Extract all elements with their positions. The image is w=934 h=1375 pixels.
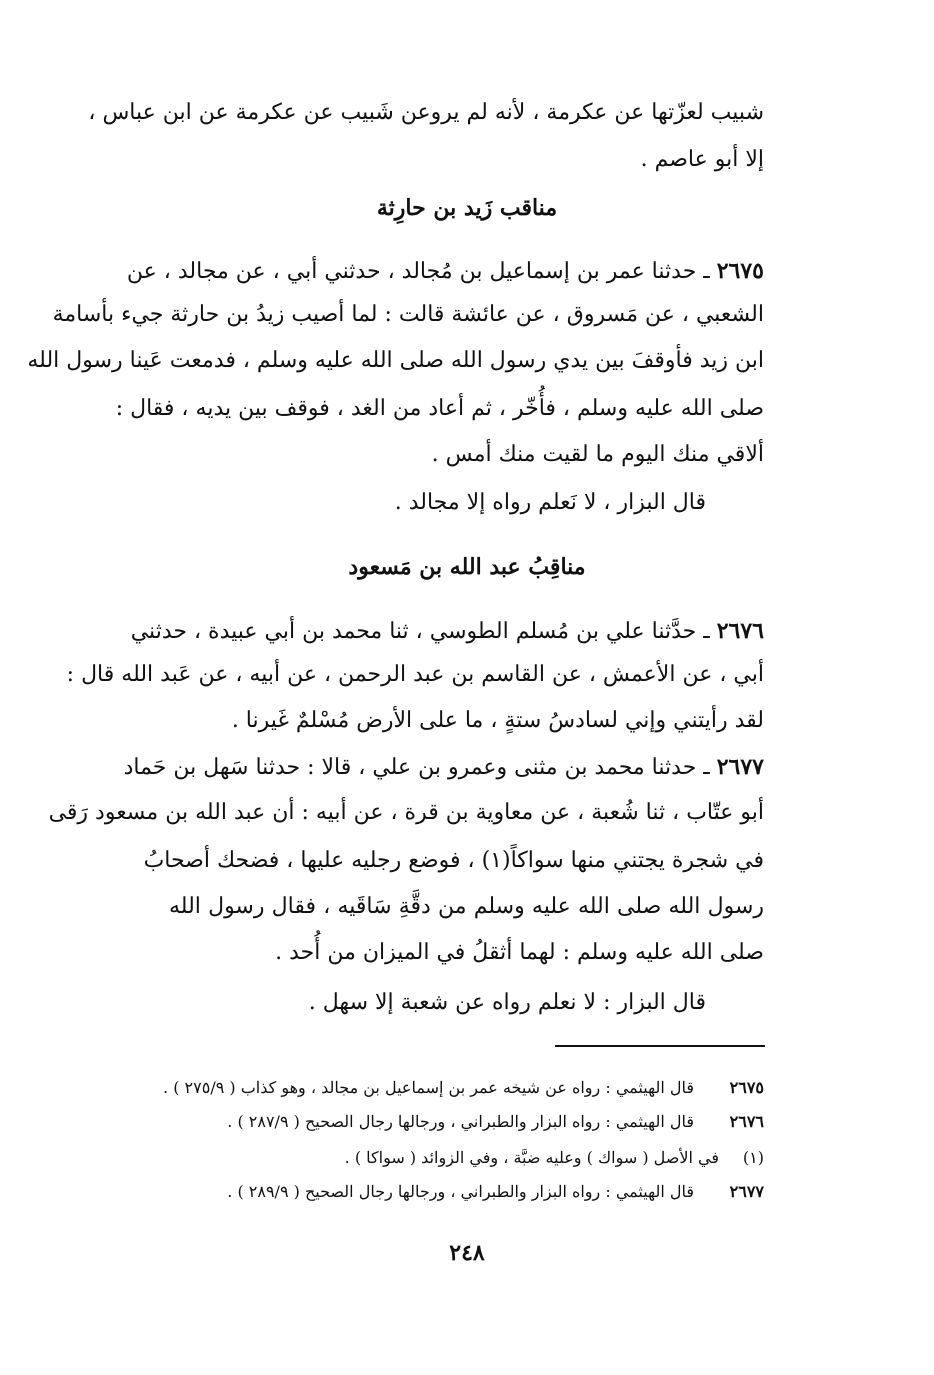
- hadith-2677-line-4: رسول الله صلى الله عليه وسلم من دقَّةِ سَاقَيه ، فقال رسول الله: [169, 894, 764, 919]
- hadith-number: ٢٦٧٧: [716, 754, 764, 780]
- hadith-2677-line-1: [123, 752, 764, 783]
- footnote-ref: ٢٦٧٧: [729, 1182, 764, 1201]
- footnote-text: قال الهيثمي : رواه البزار والطبراني ، ورجالها رجال الصحيح ( ٢٨٧/٩ ) .: [227, 1112, 694, 1131]
- hadith-2676-line-2: أبي ، عن الأعمش ، عن القاسم بن عبد الرحمن ، عن أبيه ، عن عَبد الله قال :: [66, 662, 764, 687]
- hadith-2676-line-1: [130, 616, 764, 647]
- hadith-2675-line-3: ابن زيد فأوقفَ بين يدي رسول الله صلى الله عليه وسلم ، فدمعت عَينا رسول الله: [27, 348, 764, 373]
- footnote-text: قال الهيثمي : رواه عن شيخه عمر بن إسماعيل بن مجالد ، وهو كذاب ( ٢٧٥/٩ ) .: [163, 1078, 694, 1097]
- hadith-text: ـ حدثنا محمد بن مثنى وعمرو بن علي ، قالا : حدثنا سَهل بن حَماد: [123, 755, 710, 780]
- hadith-2675-line-5: ألاقي منك اليوم ما لقيت منك أمس .: [431, 442, 764, 467]
- footnote-2675: [124, 1076, 764, 1100]
- page-number: ٢٤٨: [449, 1240, 485, 1266]
- footnote-ref: ٢٦٧٥: [729, 1078, 764, 1097]
- footnote-1: [124, 1146, 764, 1170]
- bazzar-note-2675: قال البزار ، لا نَعلم رواه إلا مجالد .: [394, 490, 706, 515]
- hadith-number: ٢٦٧٦: [716, 618, 764, 644]
- section-heading-zayd: مناقب زَيد بن حارِثة: [376, 195, 558, 221]
- intro-line-2: إلا أبو عاصم .: [640, 147, 764, 172]
- footnote-2677: [124, 1180, 764, 1204]
- hadith-2675-line-4: صلى الله عليه وسلم ، فأُخّر ، ثم أعاد من الغد ، فوقف بين يديه ، فقال :: [115, 396, 764, 421]
- hadith-2675-line-2: الشعبي ، عن مَسروق ، عن عائشة قالت : لما أصيب زيدُ بن حارثة جيء بأسامة: [52, 302, 764, 327]
- footnote-text: في الأصل ( سواك ) وعليه ضبَّة ، وفي الزوائد ( سواكا ) .: [344, 1148, 719, 1167]
- hadith-text: ـ حدَّثنا علي بن مُسلم الطوسي ، ثنا محمد بن أبي عبيدة ، حدثني: [130, 619, 710, 644]
- footnote-divider: [555, 1045, 765, 1047]
- intro-line-1: شبيب لعزّتها عن عكرمة ، لأنه لم يروعن شَبيب عن عكرمة عن ابن عباس ،: [88, 100, 764, 125]
- hadith-2677-line-3: في شجرة يجتني منها سواكاً(١) ، فوضع رجليه عليها ، فضحك أصحابُ: [143, 848, 764, 873]
- bazzar-note-2677: قال البزار : لا نعلم رواه عن شعبة إلا سهل .: [308, 990, 706, 1015]
- hadith-2675-line-1: [126, 256, 764, 287]
- hadith-2677-line-2: أبو عتّاب ، ثنا شُعبة ، عن معاوية بن قرة ، عن أبيه : أن عبد الله بن مسعود رَقى: [48, 800, 764, 825]
- hadith-2676-line-3: لقد رأيتني وإني لسادسُ ستةٍ ، ما على الأرض مُسْلمٌ غَيرنا .: [231, 708, 764, 733]
- section-heading-ibn-masud: مناقِبُ عبد الله بن مَسعود: [348, 554, 586, 580]
- footnote-ref: ٢٦٧٦: [729, 1112, 764, 1131]
- footnote-ref: (١): [742, 1148, 764, 1167]
- footnote-text: قال الهيثمي : رواه البزار والطبراني ، ورجالها رجال الصحيح ( ٢٨٩/٩ ) .: [227, 1182, 694, 1201]
- hadith-text: ـ حدثنا عمر بن إسماعيل بن مُجالد ، حدثني أبي ، عن مجالد ، عن: [126, 259, 710, 284]
- footnote-2676: [124, 1110, 764, 1134]
- hadith-2677-line-5: صلى الله عليه وسلم : لهما أثقلُ في الميزان من أُحد .: [275, 940, 764, 965]
- hadith-number: ٢٦٧٥: [716, 258, 764, 284]
